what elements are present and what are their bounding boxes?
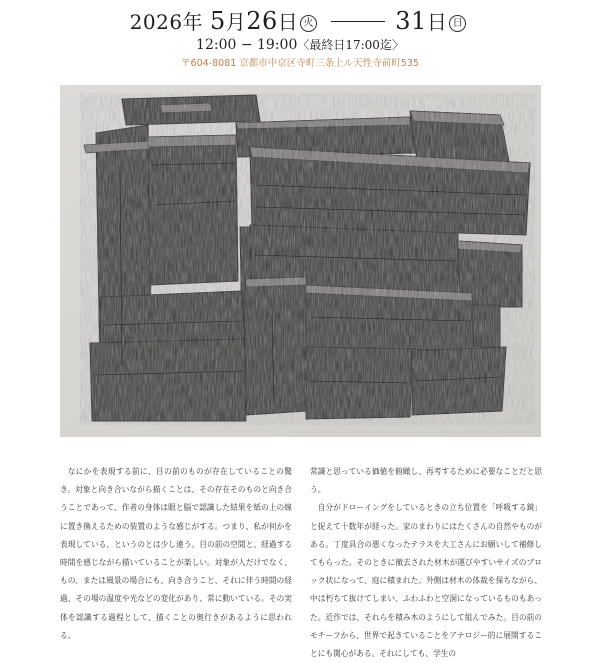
- year: 2026: [129, 10, 183, 34]
- exhibition-dates: [0, 6, 600, 35]
- date-range-dash: [331, 21, 385, 22]
- hours: 12:00 − 19:00: [196, 37, 298, 53]
- opening-hours: [0, 36, 600, 53]
- end-weekday-badge: 日: [449, 15, 466, 32]
- year-suffix: 年: [182, 10, 204, 34]
- statement-right-column: [310, 463, 542, 663]
- start-day: 26: [246, 7, 278, 35]
- end-day: 31: [395, 7, 427, 35]
- statement-left-column: なにかを表現する前に、目の前のものが存在していることの驚き。対象と向き合いながら描くことは、その存在そのものと向き合うことであって、作者の身体は眼と脳で認識した結果を紙の上の線に置き換えるための装置のような感じがする。つまり、私が何かを表現している、というのとは少し違う。目の前の空間と、経過する時間を感じながら描いていることが楽しい。対象が人だけでなく、もの、または風景の場合にも、向き合うこと、それに伴う時間の経過、その場の温度や光などの変化があり、常に動いている。その実体を認識する過程として、描くことの奥行きがあるように思われる。: [60, 467, 292, 640]
- month-suffix: 月: [225, 10, 247, 34]
- start-day-suffix: 日: [277, 10, 299, 34]
- artwork-image: [60, 85, 541, 437]
- statement-right-paragraph-2: 自分がドローイングをしているときの立ち位置を「呼吸する鏡」と捉えて十数年が経った。家のまわりにはたくさんの自然やものがある。丁度具合の悪くなったテラスを大工さんにお願いして補修してもらった。そのときに撤去された材木が運びやすいサイズのブロック状になって、庭に積まれた。外側は材木の体裁を保ちながら、中は朽ちて抜けてしまい、ふわふわと空洞になっているものもあった。近作では、それらを積み木のようにして組んでみた。目の前のモチーフから、世界で起きていることをアナロジー的に展開することにも関心がある。それにしても、学生の: [310, 503, 542, 659]
- address: 〒604-8081 京都市中京区寺町三条上ル天性寺前町535: [181, 58, 419, 69]
- start-weekday-badge: 火: [300, 15, 317, 32]
- end-day-suffix: 日: [426, 10, 448, 34]
- last-day-note: 〈最終日17:00迄〉: [297, 38, 404, 52]
- statement-right-paragraph-1: 常識と思っている価値を俯瞰し、再考するために必要なことだと思う。: [310, 467, 542, 495]
- charcoal-drawing-icon: [60, 85, 541, 437]
- month: 5: [209, 7, 226, 35]
